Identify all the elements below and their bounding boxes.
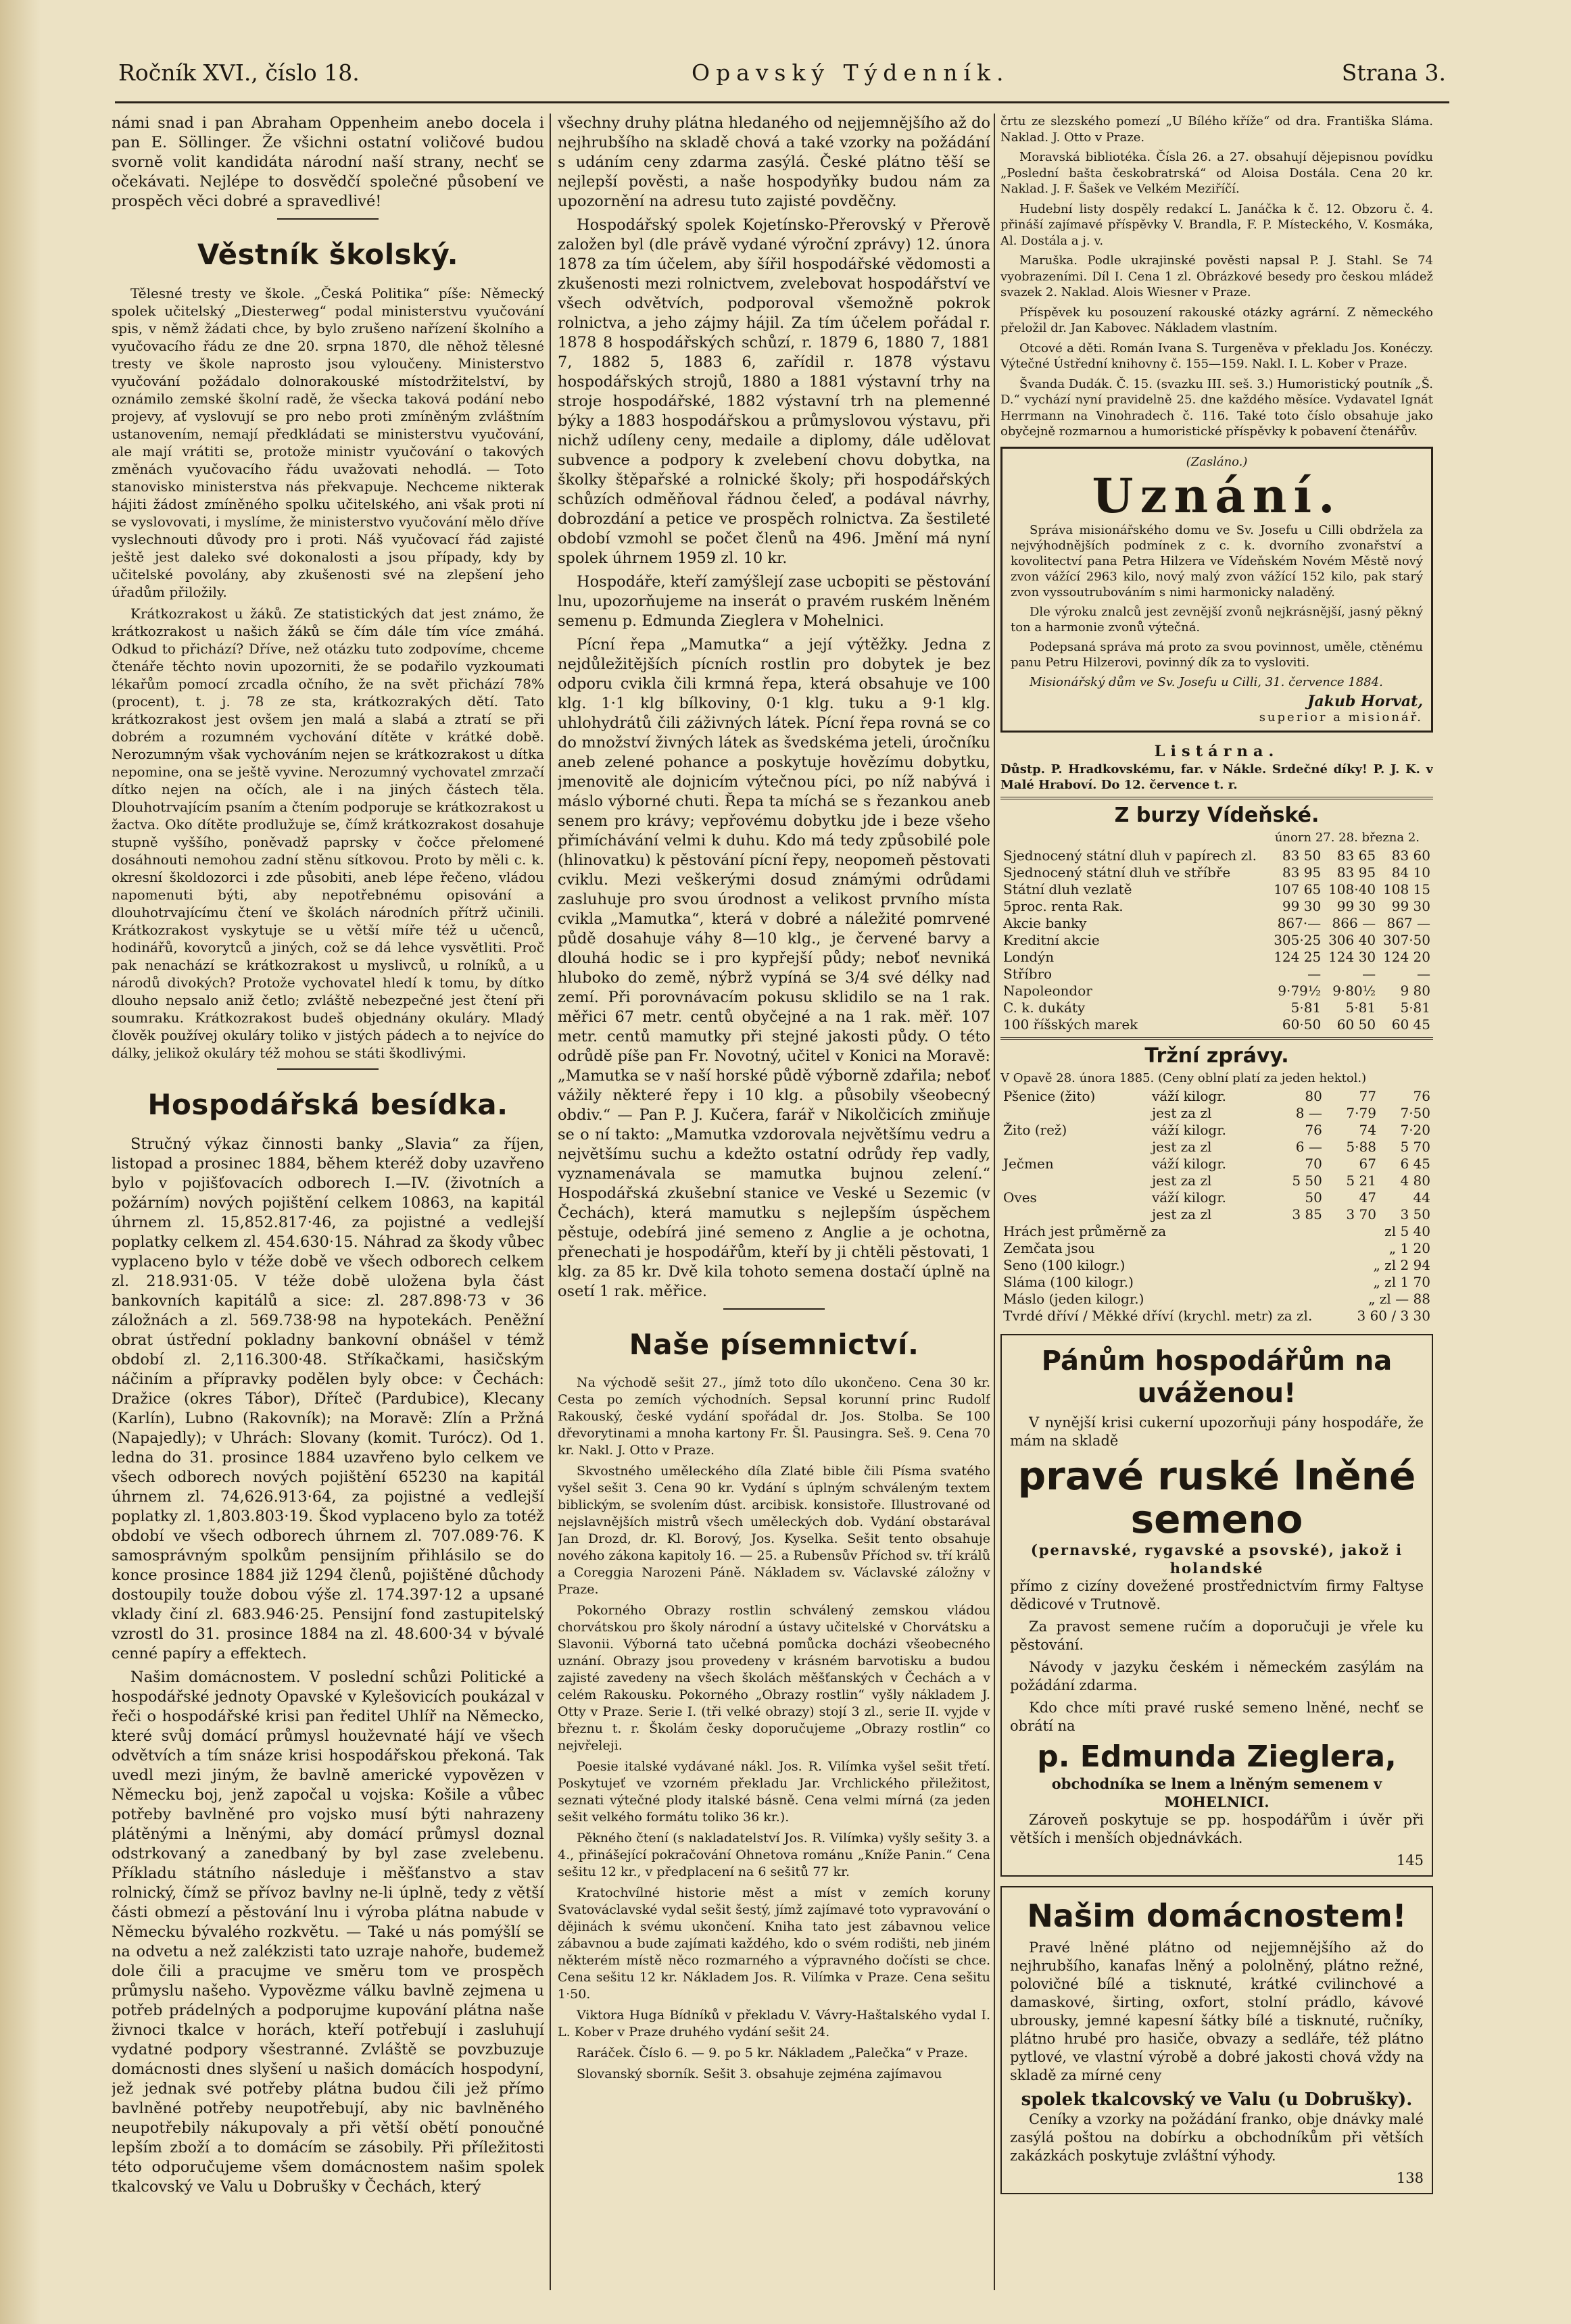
list-item: Skvostného uměleckého díla Zlaté bible čili Písma svatého vyšel sešit 3. Cena 90 kr. Vydání s úplným schváleným textem biblickým, se svolením dúst. arcibisk. konsistoře. Illustrované od nejslavnějších mistrů všech uměleckých dob. Vydání obstarával Jan Drozd, dr. Kl. Borový, Jos. Kyselka. Sešit tento obsahuje nového zákona kapitoly 16. — 25. a Rubensův Příchod sv. tří králů a Coreggia Narozeni Páně. Nákladem sv. Václavské záložny v Praze. bbox=[558, 1464, 990, 1597]
stock-value-cell: 60 45 bbox=[1391, 1016, 1430, 1033]
header-title: Opavský Týdenník. bbox=[692, 59, 1010, 86]
market-value-cell: „ 1 20 bbox=[1388, 1239, 1430, 1256]
stock-value-cell: 307·50 bbox=[1383, 931, 1430, 948]
letters-text: Důstp. P. Hradkovskému, far. v Nákle. Srdečné díky! P. J. K. v Malé Hraboví. Do 12. července t. r. bbox=[1000, 762, 1433, 792]
stock-value-cell: 5·81 bbox=[1400, 999, 1430, 1016]
table-row bbox=[1000, 915, 1433, 932]
acknowledgement-text: Správa misionářského domu ve Sv. Josefu u Cilli obdržela za nejvýhodnějších podmínek z c. k. dvorního zvonařství a kovolitectví pana Petra Hilzera ve Vídeňském Novém Městě nový zvon vážící 2963 kilo, nový malý zvon vážící 152 kilo, pak starý zvon vyssoutrubováním s nimi harmonicky naladěný. bbox=[1011, 522, 1423, 599]
market-value-cell: 6 — bbox=[1295, 1138, 1322, 1155]
market-crop-cell bbox=[1000, 1139, 1149, 1156]
stock-name-cell: Napoleondor bbox=[1003, 982, 1092, 999]
stock-value-cell: 9·79½ bbox=[1278, 982, 1322, 999]
ad-merchant-role: obchodníka se lnem a lněným semenem v MOHELNICI. bbox=[1051, 1775, 1382, 1810]
market-unit-cell: jest za zl bbox=[1151, 1104, 1212, 1121]
table-row bbox=[1000, 881, 1433, 898]
stock-value-cell: 867 — bbox=[1386, 914, 1430, 931]
article-text: Pícní řepa „Mamutka“ a její výtěžky. Jedna z nejdůležitějších pícních rostlin pro dobytek je bez odporu cvikla čili krmná řepa, která obsahuje ve 100 klg. 1·1 klg bílkoviny, 0·1 klg. tuku a 9·1 klg. uhlohydrátů čili záživných látek. Pícní řepa rovná se co do množství živných látek as švedskéma jeteli, úročníku aneb zelené pohance a poskytuje hovězímu dobytku, jmenovitě ale dojnicím výtečnou píci, po níž nabývá i máslo výborné chuti. Řepa ta míchá se s řezankou aneb senem pro krávy; vepřovému dobytku jde i beze všeho přimíchávání velmi k duhu. Kdo má tedy způsobilé pole (hlinovatku) k pěstování pícní řepy, neopomeň pěstovati cviklu. Mezi veškerými dosud známými odrůdami zasluhuje pro svou úrodnost a velikost prvního místa cvikla „Mamutka“, která v dobré a náležité pomrvené půdě dosahuje váhy 8—10 klg., je červené barvy a dlouhá hodic se i pro kypřejší půdy; neboť nevniká hluboko do země, nýbrž vypíná se 3/4 své délky nad zemí. Při porovnávacím pokusu sklidilo se na 1 rak. měřici 67 metr. centů obyčejné a na 1 rak. měř. 107 metr. centů mamutky při stejné jakosti půdy. O této odrůdě píše pan Fr. Novotný, učitel v Konici na Moravě: „Mamutka se v naší horské půdě výborně zdařila; neboť vážily některé řepy i 10 klg. a působily všeobecný obdiv.“ — Pan P. J. Kučera, farář v Nikolčicích zmiňuje se o ní takto: „Mamutka vzdorovala největšímu vedru a největšímu suchu a kdežto ostatní odrůdy řep vadly, vyznamenávala se mamutka bujnou zelení.“ Hospodářská zkušební stanice ve Veské u Sezemic (v Čechách), která mamutku s nejlepším úspěchem pěstuje, odebírá jiné semeno z Anglie a je ochotna, přenechati je hospodářům, kteří by ji chtěli pěstovati, 1 klg. za 85 kr. Dvě kila tohoto semena dostačí úplně na osetí 1 rak. měřice. bbox=[558, 636, 990, 1300]
table-row bbox=[1000, 1257, 1433, 1274]
column-1 bbox=[112, 114, 544, 2297]
market-value-cell: 3 50 bbox=[1400, 1206, 1430, 1222]
table-row bbox=[1000, 983, 1433, 999]
stock-value-cell: — bbox=[1417, 965, 1430, 982]
literature-list-continued bbox=[1000, 114, 1433, 440]
market-extra-table bbox=[1000, 1223, 1433, 1325]
market-unit-cell: váží kilogr. bbox=[1151, 1087, 1226, 1104]
market-value-cell: 3 85 bbox=[1292, 1206, 1322, 1222]
market-crop-cell bbox=[1000, 1105, 1149, 1122]
stock-value-cell: 124 30 bbox=[1328, 948, 1376, 965]
market-value-cell: 44 bbox=[1413, 1189, 1430, 1206]
market-value-cell: 5·88 bbox=[1346, 1138, 1376, 1155]
article-text: Hospodářský spolek Kojetínsko-Přerovský v Přerově založen byl (dle právě vydané výroční zprávy) 12. února 1878 za tím účelem, aby šířil hospodářské vědomosti a zkušenosti mezi rolnictvem, zvelebovat hospodářství ve všech odvětvích, podporoval všemožně pokrok rolnictva, a jeho zájmy hájil. Za tím účelem pořádal r. 1878 8 hospodářských schůzí, r. 1879 6, 1880 7, 1881 7, 1882 5, 1883 6, zařídil r. 1878 výstavu hospodářských strojů, 1880 a 1881 výstavní trhy na stroje hospodářské, 1882 výstavní trh na plemenné býky a 1883 hospodářskou a průmyslovou výstavu, při nichž udíleny ceny, medaile a diplomy, dále udělovat subvence a podpory k zvelebení chovu dobytka, na školky štěpařské a rolnické školy; při hospodářských schůzích odměňoval řádnou čeleď, a podával návrhy, dobrozdání a petice ve prospěch rolnictva. Za šestileté období vzmohl se počet členů na 496. Jmění má nyní spolek úhrnem 1959 zl. 10 kr. bbox=[558, 216, 990, 567]
stock-name-cell: Státní dluh vezlatě bbox=[1003, 881, 1132, 897]
table-row bbox=[1000, 1156, 1433, 1172]
advertisement-linen bbox=[1000, 1886, 1433, 2194]
market-value-cell: 77 bbox=[1359, 1087, 1376, 1104]
market-crop-cell: Žito (rež) bbox=[1003, 1121, 1067, 1138]
stock-value-cell: 5·81 bbox=[1290, 999, 1322, 1016]
list-item: Švanda Dudák. Č. 15. (svazku III. seš. 3.) Humoristický poutník „Š. D.“ vychází nyní pravidelně 25. dne každého měsíce. Vydavatel Ignát Herrmann na Vinohradech č. 116. Také toto číslo obsahuje jako obyčejně rozmarnou a humoristické příspěvky k pobavení čtenářův. bbox=[1000, 376, 1433, 439]
market-value-cell: 8 — bbox=[1295, 1104, 1322, 1121]
market-item-cell: Hrách jest průměrně za bbox=[1003, 1222, 1167, 1239]
stock-heading: Z burzy Vídeňské. bbox=[1114, 803, 1320, 827]
article-text: všechny druhy plátna hledaného od nejjemnějšího až do nejhrubšího na skladě chová a také vzorky na požádání s udáním ceny zdarma zasýlá. České plátno těší se nejlepší pověsti, a naše hospodyňky budou nám za upozornění na adresu tuto zajisté povděčny. bbox=[558, 114, 990, 210]
page-header bbox=[118, 59, 1446, 100]
table-row bbox=[1000, 1291, 1433, 1308]
ad-text: přímo z cizíny dovežené prostřednictvím firmy Faltyse dědicové v Trutnově. bbox=[1010, 1577, 1424, 1612]
stock-name-cell: Londýn bbox=[1003, 948, 1055, 965]
article-text: Krátkozrakost u žáků. Ze statistických dat jest známo, že krátkozrakost u našich žáků se čím dále tím více zmáhá. Odkud to přichází? Dříve, než otázku tuto zodpovíme, chceme čtenáře těchto novin upozorniti, že se podařilo vyzkoumati lékařům pomocí zrcadla očního, že na svět přichází 78% (procent), t. j. 78 ze sta, krátkozrakých dětí. Tato krátkozrakost jest ovšem jen malá a slabá a ztratí se při dobrém a rozumném vychování dítěte v krátké době. Nerozumným však vychováním nejen se krátkozrakost u dítka nepomine, ona se ještě vyvine. Nerozumný vychovatel zmrzačí dítko nejen na očích, ale i na jiných částech těla. Dlouhotrvajícím psaním a čtením podporuje se krátkozrakost u žactva. Oko dítěte prodlužuje se, čímž krátkozrakost dosahuje stupně vyššího, poněvadž paprsky v čočce přelomené dosáhnouti nemohou zadní stěnu sítkovou. Proto by měli c. k. okresní školdozorci i zde působiti, aneb lépe řečeno, vládou napomenuti býti, aby nepotřebnému opisování a dlouhotrvajícímu čtení ve školách národních přítrž učinili. Krátkozrakost vyskytuje se u větší míře též u učenců, hodinářů, kovorytců a jiných, což se dá lehce vysvětliti. Proč pak nenachází se krátkozrakost u myslivců, u rolníků, a u národů divokých? Protože vychovatel hledí k tomu, by dítko dlouho nepsalo aniž četlo; zvláště nebezpečné jest čtení při soumraku. Krátkozrakost budeš objednány okuláry. Mladý člověk používej okuláry toliko v jistých pádech a to nejvíce do dálky, jelikož okuláry též mohou se státi škodlivými. bbox=[112, 605, 544, 1061]
stock-value-cell: 99 30 bbox=[1391, 897, 1430, 914]
stock-value-cell: 83 95 bbox=[1336, 864, 1376, 881]
table-row bbox=[1000, 1016, 1433, 1033]
market-value-cell: „ zl 1 70 bbox=[1373, 1273, 1430, 1290]
stock-value-cell: 306 40 bbox=[1328, 931, 1376, 948]
advertisement-flax-seed bbox=[1000, 1334, 1433, 1877]
table-row bbox=[1000, 1308, 1433, 1325]
ad-text: Kdo chce míti pravé ruské semeno lněné, nechť se obrátí na bbox=[1010, 1699, 1424, 1734]
stock-value-cell: 124 20 bbox=[1383, 948, 1430, 965]
market-value-cell: 74 bbox=[1359, 1121, 1376, 1138]
stock-value-cell: 108 15 bbox=[1383, 881, 1430, 897]
stock-value-cell: 866 — bbox=[1332, 914, 1376, 931]
ad-product-kinds: (pernavské, rygavské a psovské), jakož i holandské bbox=[1030, 1541, 1403, 1577]
stock-value-cell: — bbox=[1362, 965, 1376, 982]
table-row bbox=[1000, 932, 1433, 949]
market-unit-cell: váží kilogr. bbox=[1151, 1189, 1226, 1206]
table-row bbox=[1000, 999, 1433, 1016]
acknowledgement-place-date: Misionářský dům ve Sv. Josefu u Cilli, 31. července 1884. bbox=[1030, 674, 1383, 689]
stock-value-cell: 83 60 bbox=[1391, 847, 1430, 864]
table-row bbox=[1000, 1105, 1433, 1122]
stock-value-cell: 108·40 bbox=[1328, 881, 1376, 897]
column-2 bbox=[558, 114, 990, 2297]
stock-name-cell: Sjednocený státní dluh ve stříbře bbox=[1003, 864, 1231, 881]
list-item: Moravská bibliotéka. Čísla 26. a 27. obsahují dějepisnou povídku „Poslední bašta českobratrská“ od Aloisa Dostála. Cena 20 kr. Naklad. J. F. Šašek ve Velkém Meziříčí. bbox=[1000, 150, 1433, 196]
table-row bbox=[1000, 949, 1433, 966]
table-row bbox=[1000, 847, 1433, 864]
acknowledgement-tag: (Zasláno.) bbox=[1186, 454, 1248, 469]
stock-value-cell: 83 50 bbox=[1282, 847, 1322, 864]
market-item-cell: Tvrdé dříví / Měkké dříví (krychl. metr) za zl. bbox=[1003, 1307, 1313, 1324]
market-value-cell: 50 bbox=[1305, 1189, 1322, 1206]
stock-dates: únorn 27. 28. března 2. bbox=[1274, 830, 1420, 845]
column-divider bbox=[994, 114, 995, 2290]
header-rule bbox=[115, 101, 1449, 103]
stock-value-cell: 124 25 bbox=[1274, 948, 1322, 965]
stock-value-cell: 5·81 bbox=[1345, 999, 1376, 1016]
separator bbox=[277, 218, 379, 220]
market-unit-cell: váží kilogr. bbox=[1151, 1155, 1226, 1172]
acknowledgement-role: superior a misionář. bbox=[1259, 710, 1423, 724]
ad-number: 145 bbox=[1396, 1852, 1424, 1869]
market-intro: V Opavě 28. února 1885. (Ceny oblní platí za jeden hektol.) bbox=[1000, 1070, 1367, 1085]
section-heading-economy: Hospodářská besídka. bbox=[147, 1088, 508, 1121]
list-item: Maruška. Podle ukrajinské pověsti napsal P. J. Stahl. Se 74 vyobrazeními. Díl I. Cena 1 zl. Obrázkové besedy pro českou mládež svazek 2. Naklad. Alois Wiesner v Praze. bbox=[1000, 253, 1433, 299]
stock-value-cell: 107 65 bbox=[1274, 881, 1322, 897]
list-item: črtu ze slezského pomezí „U Bílého kříže“ od dra. Františka Sláma. Naklad. J. Otto v Praze. bbox=[1000, 114, 1433, 145]
table-row bbox=[1000, 1240, 1433, 1257]
acknowledgement-signature: Jakub Horvat, bbox=[1307, 692, 1423, 710]
list-item: Hudební listy dospěly redakcí L. Janáčka k č. 12. Obzoru č. 4. přináší zajímavé příspěvky V. Brandla, F. P. Místeckého, V. Kosmáka, Al. Dostála a j. v. bbox=[1000, 201, 1433, 248]
ad-text: Ceníky a vzorky na požádání franko, obje dnávky malé zasýlá poštou na dobírku a obchodníkům při větších zakázkách poskytuje zvláštní výhody. bbox=[1010, 2110, 1424, 2164]
stock-value-cell: 867·— bbox=[1277, 914, 1322, 931]
market-value-cell: 80 bbox=[1305, 1087, 1322, 1104]
ad-title: Našim domácnostem! bbox=[1027, 1897, 1407, 1934]
column-3 bbox=[1000, 114, 1433, 2297]
letters-heading: Listárna. bbox=[1154, 742, 1280, 760]
table-row bbox=[1000, 1274, 1433, 1291]
list-item: Otcové a děti. Román Ivana S. Turgeněva v překladu Jos. Konéczy. Výtečné Ústřední knihovny č. 155—159. Nakl. I. L. Kober v Praze. bbox=[1000, 341, 1433, 371]
market-value-cell: 76 bbox=[1413, 1087, 1430, 1104]
ad-text: V nynější krisi cukerní upozorňuji pány hospodáře, že mám na skladě bbox=[1010, 1414, 1424, 1449]
stock-exchange-section bbox=[1000, 797, 1433, 1033]
stock-name-cell: 5proc. renta Rak. bbox=[1003, 897, 1123, 914]
market-item-cell: Seno (100 kilogr.) bbox=[1003, 1256, 1126, 1273]
market-item-cell: Sláma (100 kilogr.) bbox=[1003, 1273, 1134, 1290]
market-value-cell: 5 21 bbox=[1346, 1172, 1376, 1189]
market-value-cell: 5 70 bbox=[1400, 1138, 1430, 1155]
stock-value-cell: 84 10 bbox=[1391, 864, 1430, 881]
market-section bbox=[1000, 1037, 1433, 1325]
ad-title: Pánům hospodářům na uváženou! bbox=[1041, 1345, 1393, 1409]
market-value-cell: 4 80 bbox=[1400, 1172, 1430, 1189]
market-crop-cell bbox=[1000, 1172, 1149, 1189]
table-row bbox=[1000, 1139, 1433, 1156]
stock-name-cell: Akcie banky bbox=[1003, 914, 1087, 931]
market-crop-cell: Oves bbox=[1003, 1189, 1037, 1206]
acknowledgement-text: Podepsaná správa má proto za svou povinnost, uměle, ctěnému panu Petru Hilzerovi, povinný dík za to vysloviti. bbox=[1011, 639, 1423, 670]
stock-value-cell: 99 30 bbox=[1336, 897, 1376, 914]
table-row bbox=[1000, 966, 1433, 983]
page-edge-shadow bbox=[0, 0, 41, 2324]
ad-text: Zároveň poskytuje se pp. hospodářům i úvěr při větších i menších objednávkách. bbox=[1010, 1811, 1424, 1846]
stock-value-cell: 9 80 bbox=[1400, 982, 1430, 999]
stock-value-cell: — bbox=[1307, 965, 1322, 982]
market-value-cell: 7·20 bbox=[1400, 1121, 1430, 1138]
stock-value-cell: 83 95 bbox=[1282, 864, 1322, 881]
column-divider bbox=[550, 114, 551, 2290]
market-unit-cell: jest za zl bbox=[1151, 1138, 1212, 1155]
market-table bbox=[1000, 1088, 1433, 1223]
list-item: Pokorného Obrazy rostlin schválený zemskou vládou chorvátskou pro školy národní a ústavy učitelské v Chorvátsku a Slavonii. Výborná tato učebná pomůcka docházi všeobecného uznání. Obrazy jsou provedeny v krásném barvotisku a budou zajisté zavedeny na všech školách měšťanských v Čechách a v celém Rakousku. Pokorného „Obrazy rostlin“ vyšly nákladem J. Otty v Praze. Serie I. (tři velké obrazy) stojí 3 zl., serie II. vyjde v březnu t. r. Školám česky doporučujeme „Obrazy rostlin“ co nejvřeleji. bbox=[558, 1603, 990, 1753]
stock-value-cell: 60·50 bbox=[1282, 1016, 1322, 1033]
table-row bbox=[1000, 1172, 1433, 1189]
list-item: Poesie italské vydávané nákl. Jos. R. Vilímka vyšel sešit třetí. Poskytujeť ve vzorném překladu Jar. Vrchlického přiležitost, seznati výtečné plody italské básně. Cena velmi mírná (za jeden sešit velkého formátu toliko 36 kr.). bbox=[558, 1759, 990, 1825]
list-item: Slovanský sborník. Sešit 3. obsahuje zejména zajímavou bbox=[577, 2067, 942, 2081]
table-row bbox=[1000, 1122, 1433, 1139]
stock-value-cell: 83 65 bbox=[1336, 847, 1376, 864]
market-value-cell: „ zl 2 94 bbox=[1373, 1256, 1430, 1273]
ad-merchant-name: p. Edmunda Zieglera, bbox=[1037, 1739, 1397, 1774]
market-value-cell: 7·79 bbox=[1346, 1104, 1376, 1121]
stock-name-cell: C. k. dukáty bbox=[1003, 999, 1086, 1016]
table-row bbox=[1000, 1088, 1433, 1105]
stock-value-cell: 60 50 bbox=[1336, 1016, 1376, 1033]
separator bbox=[723, 1308, 825, 1310]
market-value-cell: 67 bbox=[1359, 1155, 1376, 1172]
acknowledgement-title: Uznání. bbox=[1092, 467, 1342, 524]
article-text: námi snad i pan Abraham Oppenheim anebo docela i pan E. Söllinger. Že všichni ostatní voličové budou svorně volit kandidáta národní naší strany, nechť se očekávati. Nejlépe to dosvědčí společné působení ve prospěch věci dobré a spravedlivé! bbox=[112, 114, 544, 210]
list-item: Pěkného čtení (s nakladatelství Jos. R. Vilímka) vyšly sešity 3. a 4., přinášející pokračování Ohnetova románu „Kníže Panin.“ Cena sešitu 12 kr., v předplacení na 6 sešitů 77 kr. bbox=[558, 1831, 990, 1879]
market-value-cell: 76 bbox=[1305, 1121, 1322, 1138]
market-unit-cell: váží kilogr. bbox=[1151, 1121, 1226, 1138]
market-value-cell: 70 bbox=[1305, 1155, 1322, 1172]
acknowledgement-box bbox=[1000, 447, 1433, 733]
market-unit-cell: jest za zl bbox=[1151, 1172, 1212, 1189]
market-value-cell: 3 70 bbox=[1346, 1206, 1376, 1222]
market-crop-cell bbox=[1000, 1206, 1149, 1223]
list-item: Na východě sešit 27., jímž toto dílo ukončeno. Cena 30 kr. Cesta po zemích východních. Sepsal korunní princ Rudolf Rakouský, české vydání spořádal dr. Jos. Stolba. Se 100 dřevorytinami a mnoha kartony Fr. Šl. Pausingra. Seš. 9. Cena 70 kr. Nakl. J. Otto v Praze. bbox=[558, 1375, 990, 1458]
literature-list bbox=[558, 1375, 990, 2083]
stock-name-cell: 100 říšských marek bbox=[1003, 1016, 1138, 1033]
stock-value-cell: 99 30 bbox=[1282, 897, 1322, 914]
stock-value-cell: 305·25 bbox=[1274, 931, 1322, 948]
table-row bbox=[1000, 898, 1433, 915]
list-item: Příspěvek ku posouzení rakouské otázky agrární. Z německého přeložil dr. Jan Kabovec. Nákladem vlastním. bbox=[1000, 305, 1433, 335]
market-crop-cell: Ječmen bbox=[1003, 1155, 1054, 1172]
stock-name-cell: Sjednocený státní dluh v papírech zl. bbox=[1003, 847, 1257, 864]
table-row bbox=[1000, 1223, 1433, 1240]
market-unit-cell: jest za zl bbox=[1151, 1206, 1212, 1222]
list-item: Raráček. Číslo 6. — 9. po 5 kr. Nákladem „Palečka“ v Praze. bbox=[577, 2046, 968, 2060]
ad-text: Návody v jazyku českém i německém zasýlám na požádání zdarma. bbox=[1010, 1658, 1424, 1693]
table-row bbox=[1000, 1206, 1433, 1223]
header-issue: Ročník XVI., číslo 18. bbox=[118, 59, 360, 86]
acknowledgement-text: Dle výroku znalců jest zevnější zvonů nejkrásnější, jasný pěkný ton a harmonie zvonů výtečná. bbox=[1011, 604, 1423, 635]
stock-name-cell: Kreditní akcie bbox=[1003, 931, 1100, 948]
ad-product: pravé ruské lněné semeno bbox=[1017, 1452, 1416, 1542]
list-item: Viktora Huga Bídníků v překladu V. Vávry-Haštalského vydal I. L. Kober v Praze druhého vydání sešit 24. bbox=[558, 2008, 990, 2039]
ad-number: 138 bbox=[1396, 2169, 1424, 2186]
article-text: Stručný výkaz činnosti banky „Slavia“ za říjen, listopad a prosinec 1884, během kteréž doby uzavřeno bylo v pojišťovacích odborech I.—IV. (životních a požárním) nových pojištění celkem 10863, na kapitál úhrnem zl. 15,852.817·46, za pojistné a vedlejší poplatky celkem zl. 454.630·15. Náhrad za škody vůbec vyplaceno bylo v téže době ve všech odborech celkem zl. 218.931·05. V téže době uložena byla část bankovních kapitálů a sice: zl. 287.898·73 v 36 záložnách a zl. 569.738·98 na hypotekách. Peněžní obrat ústřední pokladny bankovní obnášel v témž období zl. 2,116.300·48. Stříkačkami, hasičským náčiním a přípravky podělen byly obce: v Čechách: Dražice (okres Tábor), Dříteč (Pardubice), Klecany (Karlín), Lubno (Rakovník); na Moravě: Zlín a Pržná (Napajedly); v Uhrách: Slovany (komit. Turócz). Od 1. ledna do 31. prosince 1884 uzavřeno bylo celkem ve všech odborech nových pojištění 65230 na kapitál úhrnem zl. 74,626.913·64, za pojistné a vedlejší poplatky zl. 1,803.803·19. Škod vyplaceno bylo za totéž období ve všech odborech úhrnem zl. 707.089·76. K samosprávným spolkům pensijním přihlásilo se do konce prosince 1884 již 1294 členů, pojištěné důchody dostoupily touže dobou výše zl. 174.397·12 a upsané vklady činí zl. 683.946·25. Pensijní fond zastupitelský vzrostl do 31. prosince 1884 na zl. 48.600·34 v bývalé cenné papíry a effektech. bbox=[112, 1135, 544, 1662]
article-text: Hospodáře, kteří zamýšlejí zase ucbopiti se pěstování lnu, upozorňujeme na inserát o pravém ruském lněném semenu p. Edmunda Zieglera v Mohelnici. bbox=[558, 573, 990, 630]
article-text: Tělesné tresty ve škole. „Česká Politika“ píše: Německý spolek učitelský „Diesterweg“ podal ministerstvu vyučování spis, v němž žádati chce, by bylo zrušeno nařízení školního a vyučovacího řádu ze dne 20. srpna 1870, dle něhož tělesné tresty ve škole naprosto jsou vyloučeny. Ministerstvo vyučování požádalo dolnorakouské místodržitelství, by oznámilo zemské školní radě, že všecka taková podání nebo projevy, ať vyslovují se pro nebo proti zmíněným zvláštním ustanovením, nemají předkládati se ministerstvu vyučování, ale mají vrátiti se, protože ministr vyučování o takových změnách vyučovacího řádu uvažovati nehodlá. — Toto stanovisko ministerstva nás překvapuje. Nechceme nikterak hájiti žádost zmíněného spolku učitelského, ani však proti ní se vyslovovati, i myslíme, že ministerstvo vyučování mělo dříve vyslechnouti důvody pro i proti. Náš vyučovací řád zajisté ještě jest daleko své dokonalosti a jsou případy, kdy by učitelské povolány, aby zkušenosti své na zlepšení jeho úřadům přiložily. bbox=[112, 285, 544, 600]
market-crop-cell: Pšenice (žito) bbox=[1003, 1087, 1096, 1104]
separator bbox=[277, 1068, 379, 1070]
stock-table bbox=[1000, 847, 1433, 1033]
market-value-cell: 47 bbox=[1359, 1189, 1376, 1206]
list-item: Kratochvílné historie měst a míst v zemích koruny Svatováclavské vydal sešit šestý, jímž zajímavé toto vypravování o dějinách k svému ukončení. Kniha tato jest zábavnou velice zábavnou a bude zajímati každého, kdo o svém rodišti, neb jiném některém místě něco rozmarného a výpravného dočísti se chce. Cena sešitu 12 kr. Nákladem Jos. R. Vilímka v Praze. Cena sešitu 1·50. bbox=[558, 1885, 990, 2002]
article-text: Našim domácnostem. V poslední schůzi Politické a hospodářské jednoty Opavské v Kylešovicích poukázal v řeči o hospodářské krisi pan ředitel Uhlíř na Německo, které svůj domácí průmysl houževnaté hájí ve všech odvětvích a tím snáze krisi hospodářskou překoná. Tak uvedl mezi jiným, že bavlně americké vypovězen v Německu boj, jenž započal u vojska: Košile a vůbec potřeby bavlněné pro vojsko musí býti nahrazeny plátěnými a lněnými, aby domácí průmysl doznal odstrkovaný a zanedbaný by byl zase zvelebenu. Příkladu státního následuje i měšťanstvo a stav rolnický, čímž se přívoz bavlny ne-li úplně, tedy z větší části obmezí a pěstování lnu i výroba plátna nabude v Německu bývalého rozkvětu. — Také u nás pomýšlí se na odvetu a než zalékzisti tato uzraje nahoře, budemež dole čili a pracujme ve směru tom ve prospěch průmyslu našeho. Vypovězme válku bavlně zejmena u potřeb prádelných a podporujme kupování plátna naše živnoci tkalce v horách, kteří potřebují i zasluhují vydatné podpory všestranné. Zvláště se povzbuzuje domácnosti dnes slyšení u našich domácích hospodyní, jež jednak své potřeby plátna budou čili jež přímo bavlněné potřeby neupotřebují, aby nic bavlněného neupotřebily nákupovaly a při větší obětí ponoučné lepším zboží a to domácím se zásobily. Při příležitosti této odporučujeme všem domácnostem našim spolek tkalcovský ve Valu u Dobrušky v Čechách, který bbox=[112, 1668, 544, 2196]
section-heading-school: Věstník školský. bbox=[197, 238, 459, 271]
market-value-cell: zl 5 40 bbox=[1384, 1222, 1430, 1239]
section-heading-literature: Naše písemnictví. bbox=[629, 1328, 919, 1361]
market-value-cell: 6 45 bbox=[1400, 1155, 1430, 1172]
stock-name-cell: Stříbro bbox=[1003, 965, 1053, 982]
stock-value-cell: 9·80½ bbox=[1332, 982, 1376, 999]
market-item-cell: Zemčata jsou bbox=[1003, 1239, 1095, 1256]
ad-merchant-name: spolek tkalcovský ve Valu (u Dobrušky). bbox=[1021, 2089, 1413, 2110]
market-item-cell: Máslo (jeden kilogr.) bbox=[1003, 1290, 1144, 1307]
ad-text: Pravé lněné plátno od nejjemnějšího až do nejhrubšího, kanafas lněný a pololněný, plátno režné, polovičné bílé a tisknuté, krátké cvilinchové a damaskové, širting, oxfort, stolní prádlo, kávové ubrousky, jemné kapesní šátky bílé a tisknuté, ručníky, plátno hrubé pro hasiče, obvazy a sedláře, též plátno pytlové, ve vlastní výrobě a dobré jakosti chová vždy na skladě za mírné ceny bbox=[1010, 1939, 1424, 2083]
market-heading: Tržní zprávy. bbox=[1144, 1043, 1289, 1068]
market-value-cell: „ zl — 88 bbox=[1368, 1290, 1430, 1307]
market-value-cell: 3 60 / 3 30 bbox=[1357, 1307, 1430, 1324]
ad-text: Za pravost semene ručím a doporučuji je vřele ku pěstování. bbox=[1010, 1618, 1424, 1653]
market-value-cell: 7·50 bbox=[1400, 1104, 1430, 1121]
table-row bbox=[1000, 864, 1433, 881]
header-page-number: Strana 3. bbox=[1341, 59, 1446, 86]
table-row bbox=[1000, 1189, 1433, 1206]
market-value-cell: 5 50 bbox=[1292, 1172, 1322, 1189]
